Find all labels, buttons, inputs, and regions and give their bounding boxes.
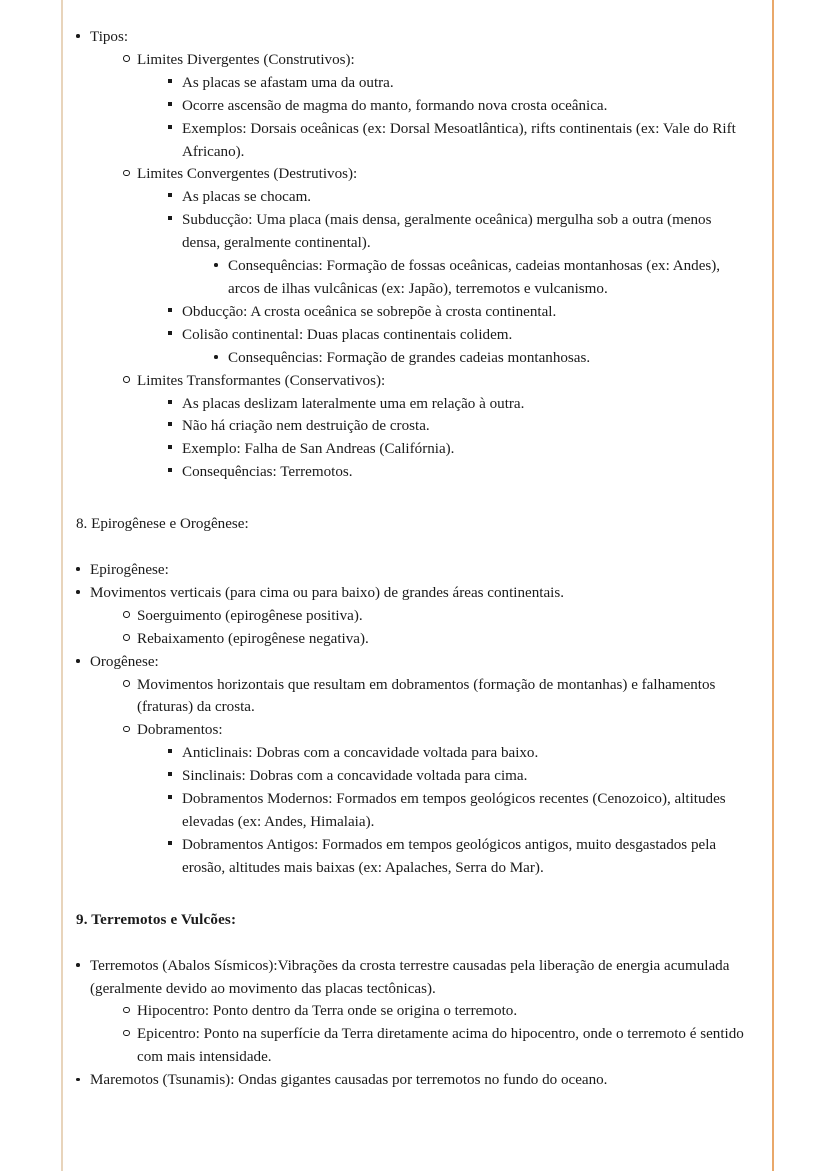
bullet-disc-icon [214, 255, 228, 278]
list-item-text: As placas se afastam uma da outra. [182, 74, 394, 91]
bullet-circle-icon [123, 1023, 137, 1046]
tipos-list [76, 26, 748, 484]
limites-transformantes-label: Limites Transformantes (Conservativos): [137, 372, 386, 389]
list-item [168, 765, 748, 788]
bullet-disc-icon [76, 582, 90, 605]
list-item [123, 674, 748, 720]
right-margin-rule [772, 0, 774, 1171]
bullet-square-icon [168, 438, 182, 461]
list-item [214, 347, 748, 370]
list-item-text: As placas deslizam lateralmente uma em relação à outra. [182, 395, 525, 412]
bullet-disc-icon [76, 1069, 90, 1092]
section-9-list [76, 955, 748, 1092]
bullet-circle-icon [123, 163, 137, 186]
bullet-square-icon [168, 461, 182, 484]
bullet-circle-icon [123, 605, 137, 628]
list-item [168, 95, 748, 118]
bullet-circle-icon [123, 370, 137, 393]
list-item-epirogenese [76, 559, 748, 582]
bullet-disc-icon [214, 347, 228, 370]
bullet-circle-icon [123, 1000, 137, 1023]
left-margin-rule [61, 0, 63, 1171]
list-item-dobramentos [123, 719, 748, 879]
section-8-list [76, 559, 748, 880]
list-item [168, 186, 748, 209]
list-item-text: Subducção: Uma placa (mais densa, geralmente oceânica) mergulha sob a outra (menos densa, geralmente continental). [182, 212, 712, 252]
bullet-square-icon [168, 301, 182, 324]
tipos-label: Tipos: [90, 29, 129, 45]
list-item [168, 788, 748, 834]
bullet-square-icon [168, 95, 182, 118]
list-item-text: Movimentos horizontais que resultam em dobramentos (formação de montanhas) e falhamentos (fraturas) da crosta. [137, 676, 716, 716]
list-item-text: Dobramentos Modernos: Formados em tempos geológicos recentes (Cenozoico), altitudes elevadas (ex: Andes, Himalaia). [182, 791, 726, 830]
bullet-square-icon [168, 415, 182, 438]
list-item-text: Maremotos (Tsunamis): Ondas gigantes causadas por terremotos no fundo do oceano. [90, 1072, 608, 1089]
document-content [76, 26, 748, 1092]
list-item-text: Epicentro: Ponto na superfície da Terra diretamente acima do hipocentro, onde o terremoto é sentido com mais intensidade. [137, 1026, 744, 1066]
limites-convergentes-label: Limites Convergentes (Destrutivos): [137, 166, 358, 183]
list-item [168, 438, 748, 461]
bullet-square-icon [168, 186, 182, 209]
limites-convergentes-items [137, 186, 748, 369]
bullet-square-icon [168, 834, 182, 857]
list-item-text: Consequências: Formação de fossas oceânicas, cadeias montanhosas (ex: Andes), arcos de ilhas vulcânicas (ex: Japão), terremotos e vulcanismo. [228, 258, 721, 297]
list-item [168, 834, 748, 880]
bullet-square-icon [168, 765, 182, 788]
list-item-text: Não há criação nem destruição de crosta. [182, 418, 430, 435]
list-item-text: Colisão continental: Duas placas continentais colidem. [182, 326, 513, 343]
dobramentos-items [137, 742, 748, 879]
section-spacer [76, 932, 748, 955]
list-item-limites-transformantes [123, 370, 748, 485]
list-item [168, 461, 748, 484]
list-item [168, 72, 748, 95]
list-item [123, 628, 748, 651]
list-item-subduccao [168, 209, 748, 301]
list-item-text: Obducção: A crosta oceânica se sobrepõe à crosta continental. [182, 303, 557, 320]
list-item-text: Exemplo: Falha de San Andreas (Califórnia). [182, 441, 455, 458]
orogenese-label: Orogênese: [90, 653, 159, 670]
colisao-consequencias-list [182, 347, 748, 370]
terremotos-subitems [90, 1000, 748, 1069]
list-item-text: Movimentos verticais (para cima ou para baixo) de grandes áreas continentais. [90, 584, 565, 601]
bullet-circle-icon [123, 719, 137, 742]
list-item-text: Anticlinais: Dobras com a concavidade voltada para baixo. [182, 745, 539, 762]
list-item-text: Sinclinais: Dobras com a concavidade voltada para cima. [182, 768, 528, 785]
bullet-square-icon [168, 209, 182, 232]
list-item-text: Dobramentos Antigos: Formados em tempos geológicos antigos, muito desgastados pela erosão, altitudes mais baixas (ex: Apalaches, Serra do Mar). [182, 836, 717, 876]
bullet-square-icon [168, 324, 182, 347]
bullet-square-icon [168, 788, 182, 811]
limites-divergentes-items [137, 72, 748, 164]
bullet-disc-icon [76, 559, 90, 582]
list-item-maremotos [76, 1069, 748, 1092]
list-item-orogenese [76, 651, 748, 880]
list-item [168, 415, 748, 438]
list-item-text: As placas se chocam. [182, 189, 312, 206]
dobramentos-label: Dobramentos: [137, 722, 223, 739]
section-spacer [76, 484, 748, 513]
list-item-text: Rebaixamento (epirogênese negativa). [137, 630, 369, 647]
list-item-limites-convergentes [123, 163, 748, 369]
section-8-heading: 8. Epirogênese e Orogênese: [76, 516, 249, 533]
bullet-square-icon [168, 742, 182, 765]
list-item-text: Exemplos: Dorsais oceânicas (ex: Dorsal Mesoatlântica), rifts continentais (ex: Vale do Rift Africano). [182, 120, 736, 160]
list-item-text: Terremotos (Abalos Sísmicos):Vibrações da crosta terrestre causadas pela liberação de energia acumulada (geralmente devido ao movimento das placas tectônicas). [90, 957, 730, 997]
list-item-terremotos [76, 955, 748, 1070]
list-item [168, 301, 748, 324]
bullet-square-icon [168, 393, 182, 416]
list-item-text: Consequências: Formação de grandes cadeias montanhosas. [228, 349, 591, 366]
epirogenese-label: Epirogênese: [90, 562, 169, 579]
bullet-square-icon [168, 72, 182, 95]
bullet-circle-icon [123, 49, 137, 72]
section-spacer [76, 536, 748, 559]
list-item [168, 393, 748, 416]
bullet-disc-icon [76, 651, 90, 674]
bullet-square-icon [168, 118, 182, 141]
list-item [123, 1000, 748, 1023]
list-item [214, 255, 748, 301]
list-item-text: Hipocentro: Ponto dentro da Terra onde se origina o terremoto. [137, 1003, 518, 1020]
limites-divergentes-label: Limites Divergentes (Construtivos): [137, 51, 355, 68]
list-item-limites-divergentes [123, 49, 748, 164]
orogenese-subitems [90, 674, 748, 880]
list-item [168, 118, 748, 164]
bullet-disc-icon [76, 955, 90, 978]
list-item-movimentos-verticais [76, 582, 748, 651]
section-9-heading: 9. Terremotos e Vulcões: [76, 911, 237, 928]
list-item-text: Soerguimento (epirogênese positiva). [137, 607, 363, 624]
list-item-tipos [76, 26, 748, 484]
bullet-circle-icon [123, 674, 137, 697]
bullet-circle-icon [123, 628, 137, 651]
list-item-text: Ocorre ascensão de magma do manto, formando nova crosta oceânica. [182, 97, 608, 114]
list-item-colisao [168, 324, 748, 370]
list-item [168, 742, 748, 765]
limites-transformantes-items [137, 393, 748, 485]
section-spacer [76, 880, 748, 909]
bullet-disc-icon [76, 26, 90, 49]
list-item [123, 1023, 748, 1069]
list-item-text: Consequências: Terremotos. [182, 464, 353, 481]
movimentos-verticais-subitems [90, 605, 748, 651]
subduccao-consequencias-list [182, 255, 748, 301]
tipos-sublist [90, 49, 748, 484]
list-item [123, 605, 748, 628]
